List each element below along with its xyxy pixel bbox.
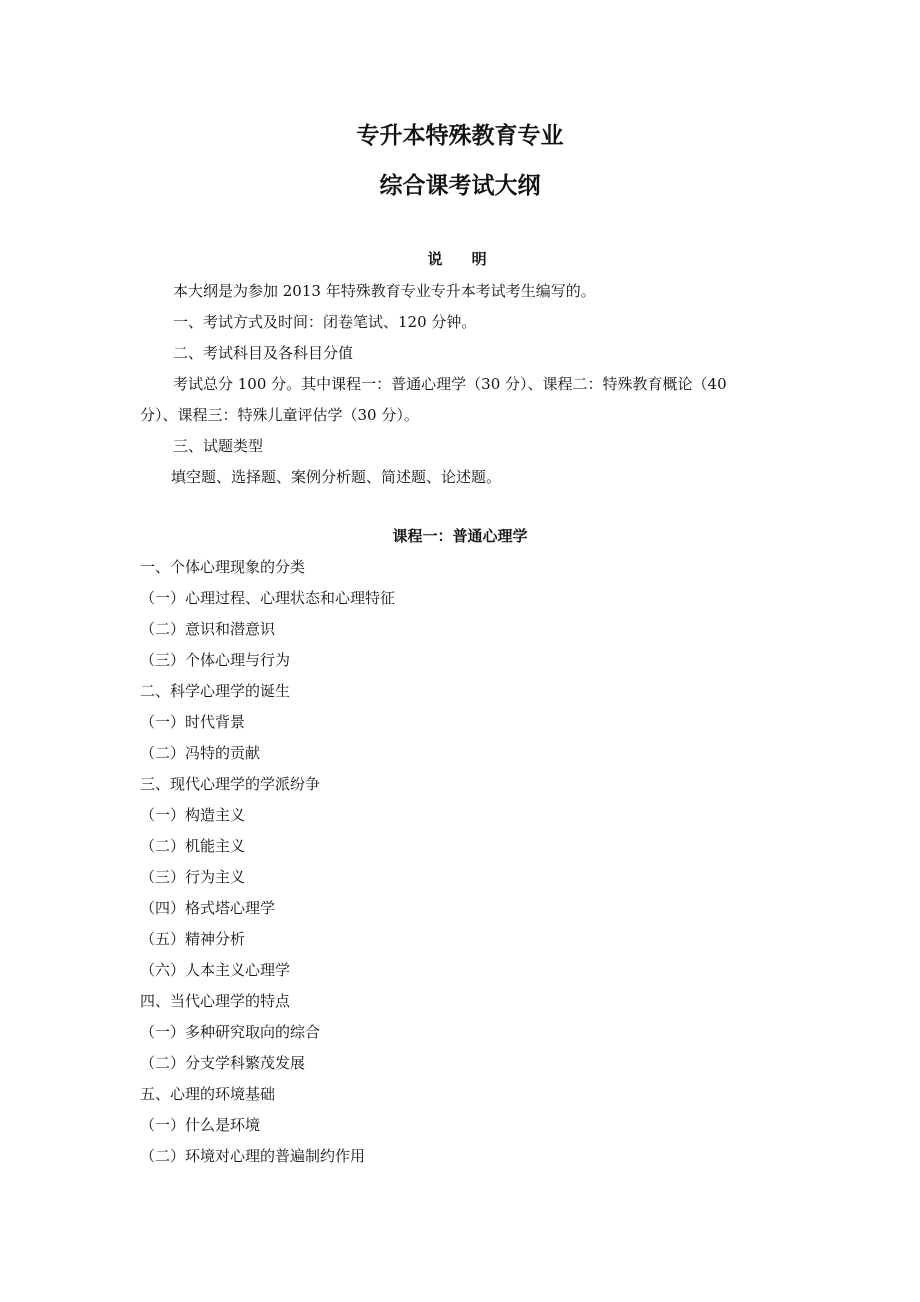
document-title: 专升本特殊教育专业 <box>356 123 564 149</box>
outline-item: （四）格式塔心理学 <box>140 899 276 917</box>
outline-item: （三）行为主义 <box>140 868 246 886</box>
outline-item: （一）时代背景 <box>140 713 246 731</box>
outline-item: （二）冯特的贡献 <box>140 744 261 762</box>
outline-item: 四、当代心理学的特点 <box>140 992 291 1010</box>
outline-item: （一）心理过程、心理状态和心理特征 <box>140 589 396 607</box>
intro-paragraph-purpose: 本大纲是为参加 2013 年特殊教育专业专升本考试考生编写的。 <box>173 282 596 300</box>
course1-heading: 课程一：普通心理学 <box>392 527 528 545</box>
outline-item: 二、科学心理学的诞生 <box>140 682 291 700</box>
document-subtitle: 综合课考试大纲 <box>379 173 541 199</box>
outline-item: （二）意识和潜意识 <box>140 620 276 638</box>
intro-question-types-heading: 三、试题类型 <box>173 437 264 455</box>
outline-item: （五）精神分析 <box>140 930 246 948</box>
outline-item: （三）个体心理与行为 <box>140 651 291 669</box>
outline-item: （六）人本主义心理学 <box>140 961 291 979</box>
intro-question-types: 填空题、选择题、案例分析题、简述题、论述题。 <box>171 468 502 486</box>
intro-subjects-heading: 二、考试科目及各科目分值 <box>173 344 354 362</box>
intro-exam-format: 一、考试方式及时间：闭卷笔试、120 分钟。 <box>173 313 477 331</box>
outline-item: （二）机能主义 <box>140 837 246 855</box>
outline-item: （二）环境对心理的普遍制约作用 <box>140 1147 366 1165</box>
outline-item: 五、心理的环境基础 <box>140 1085 276 1103</box>
outline-item: （二）分支学科繁茂发展 <box>140 1054 306 1072</box>
intro-score-line2: 分）、课程三：特殊儿童评估学（30 分）。 <box>140 406 419 424</box>
outline-item: （一）多种研究取向的综合 <box>140 1023 321 1041</box>
intro-score-line1: 考试总分 100 分。其中课程一：普通心理学（30 分）、课程二：特殊教育概论（40 <box>173 375 727 393</box>
intro-heading: 说 明 <box>427 250 493 268</box>
outline-item: 三、现代心理学的学派纷争 <box>140 775 321 793</box>
outline-item: （一）构造主义 <box>140 806 246 824</box>
outline-item: 一、个体心理现象的分类 <box>140 558 306 576</box>
outline-item: （一）什么是环境 <box>140 1116 261 1134</box>
